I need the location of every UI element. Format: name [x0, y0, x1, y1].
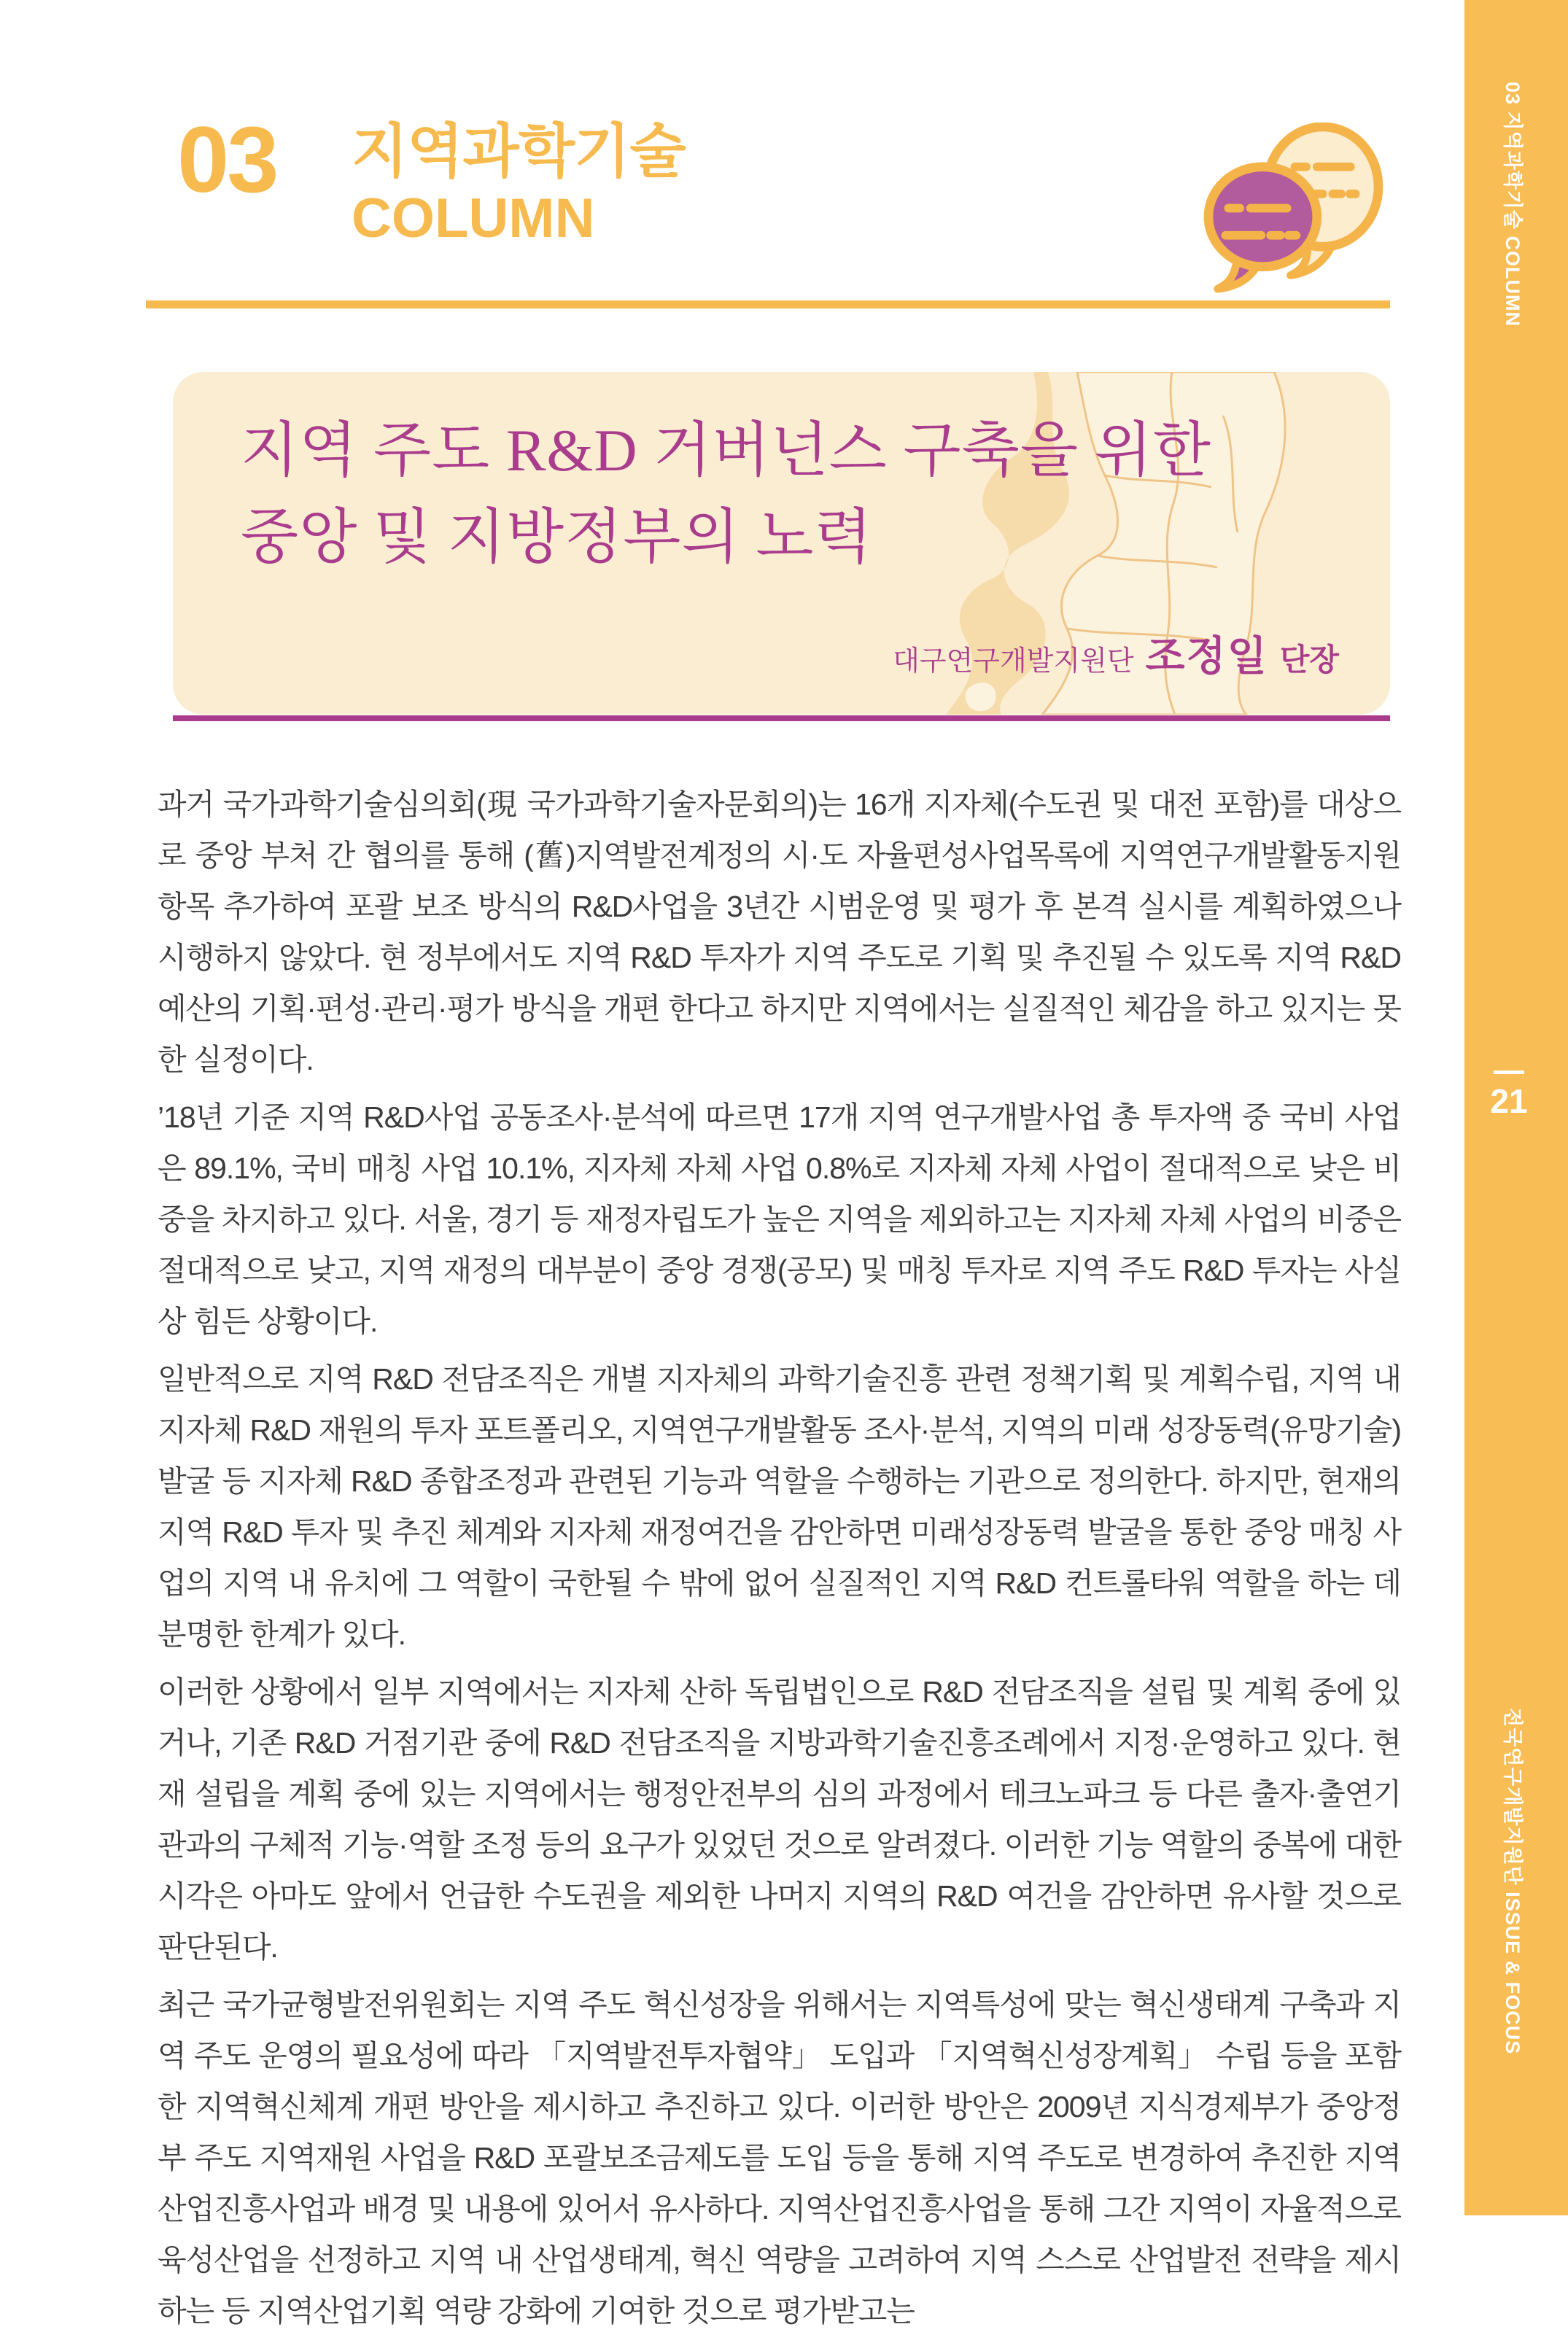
paragraph: 과거 국가과학기술심의회(現 국가과학기술자문회의)는 16개 지자체(수도권 및 대전 포함)를 대상으로 중앙 부처 간 협의를 통해 (舊)지역발전계정의 시·도 자율편성사업목록에 지역연구개발활동지원 항목 추가하여 포괄 보조 방식의 R&D사업을 3년간 시범운영 및 평가 후 본격 실시를 계획하였으나 시행하지 않았다. 현 정부에서도 지역 R&D 투자가 지역 주도로 기획 및 추진될 수 있도록 지역 R&D 예산의 기획·편성·관리·평가 방식을 개편 한다고 하지만 지역에서는 실질적인 체감을 하고 있지는 못한 실정이다. [158, 788, 1401, 1076]
article-title-line2: 중앙 및 지방정부의 노력 [241, 504, 873, 570]
section-titles [352, 119, 686, 249]
page-number-block [1464, 1071, 1553, 1118]
page-number-rule [1494, 1071, 1524, 1074]
author-name: 조정일 [1145, 633, 1268, 679]
author-affiliation: 대구연구개발지원단 [893, 646, 1134, 677]
article-title [241, 407, 1211, 580]
sidebar-publication-label: 전국연구개발지원단 ISSUE & FOCUS [1502, 1708, 1524, 2055]
chat-bubbles-icon [1196, 123, 1389, 294]
sidebar-section-label: 03 지역과학기술 COLUMN [1502, 82, 1524, 327]
paragraph: ’18년 기준 지역 R&D사업 공동조사·분석에 따르면 17개 지역 연구개발사업 총 투자액 중 국비 사업은 89.1%, 국비 매칭 사업 10.1%, 지자체 자체 사업 0.8%로 지자체 자체 사업이 절대적으로 낮은 비중을 차지하고 있다. 서울, 경기 등 재정자립도가 높은 지역을 제외하고는 지자체 자체 사업의 비중은 절대적으로 낮고, 지역 재정의 대부분이 중앙 경쟁(공모) 및 매칭 투자로 지역 주도 R&D 투자는 사실상 힘든 상황이다. [158, 1100, 1401, 1338]
section-title-korean: 지역과학기술 [352, 119, 686, 184]
article-title-line1: 지역 주도 R&D 거버넌스 구축을 위한 [241, 417, 1211, 483]
author-line [893, 624, 1339, 683]
paragraph: 최근 국가균형발전위원회는 지역 주도 혁신성장을 위해서는 지역특성에 맞는 혁신생태계 구축과 지역 주도 운영의 필요성에 따라 「지역발전투자협약」 도입과 「지역혁신성장계획」 수립 등을 포함한 지역혁신체계 개편 방안을 제시하고 추진하고 있다. 이러한 방안은 2009년 지식경제부가 중앙정부 주도 지역재원 사업을 R&D 포괄보조금제도를 도입 등을 통해 지역 주도로 변경하여 추진한 지역산업진흥사업과 배경 및 내용에 있어서 유사하다. 지역산업진흥사업을 통해 그간 지역이 자율적으로 육성산업을 선정하고 지역 내 산업생태계, 혁신 역량을 고려하여 지역 스스로 산업발전 전략을 제시하는 등 지역산업기획 역량 강화에 기여한 것으로 평가받고는 [158, 1988, 1401, 2328]
article-body [158, 779, 1401, 2343]
title-divider [173, 715, 1390, 721]
page-number: 21 [1490, 1082, 1528, 1120]
section-number: 03 [177, 108, 277, 212]
header-divider [146, 300, 1390, 308]
section-title-english: COLUMN [352, 187, 595, 249]
paragraph: 일반적으로 지역 R&D 전담조직은 개별 지자체의 과학기술진흥 관련 정책기획 및 계획수립, 지역 내 지자체 R&D 재원의 투자 포트폴리오, 지역연구개발활동 조사·분석, 지역의 미래 성장동력(유망기술) 발굴 등 지자체 R&D 종합조정과 관련된 기능과 역할을 수행하는 기관으로 정의한다. 하지만, 현재의 지역 R&D 투자 및 추진 체계와 지자체 재정여건을 감안하면 미래성장동력 발굴을 통한 중앙 매칭 사업의 지역 내 유치에 그 역할이 국한될 수 밖에 없어 실질적인 지역 R&D 컨트롤타워 역할을 하는 데 분명한 한계가 있다. [158, 1362, 1401, 1651]
article-title-box [173, 372, 1390, 715]
author-title: 단장 [1279, 642, 1339, 677]
paragraph: 이러한 상황에서 일부 지역에서는 지자체 산하 독립법인으로 R&D 전담조직을 설립 및 계획 중에 있거나, 기존 R&D 거점기관 중에 R&D 전담조직을 지방과학기술진흥조례에서 지정·운영하고 있다. 현재 설립을 계획 중에 있는 지역에서는 행정안전부의 심의 과정에서 테크노파크 등 다른 출자·출연기관과의 구체적 기능·역할 조정 등의 요구가 있었던 것으로 알려졌다. 이러한 기능 역할의 중복에 대한 시각은 아마도 앞에서 언급한 수도권을 제외한 나머지 지역의 R&D 여건을 감안하면 유사할 것으로 판단된다. [158, 1675, 1401, 1964]
